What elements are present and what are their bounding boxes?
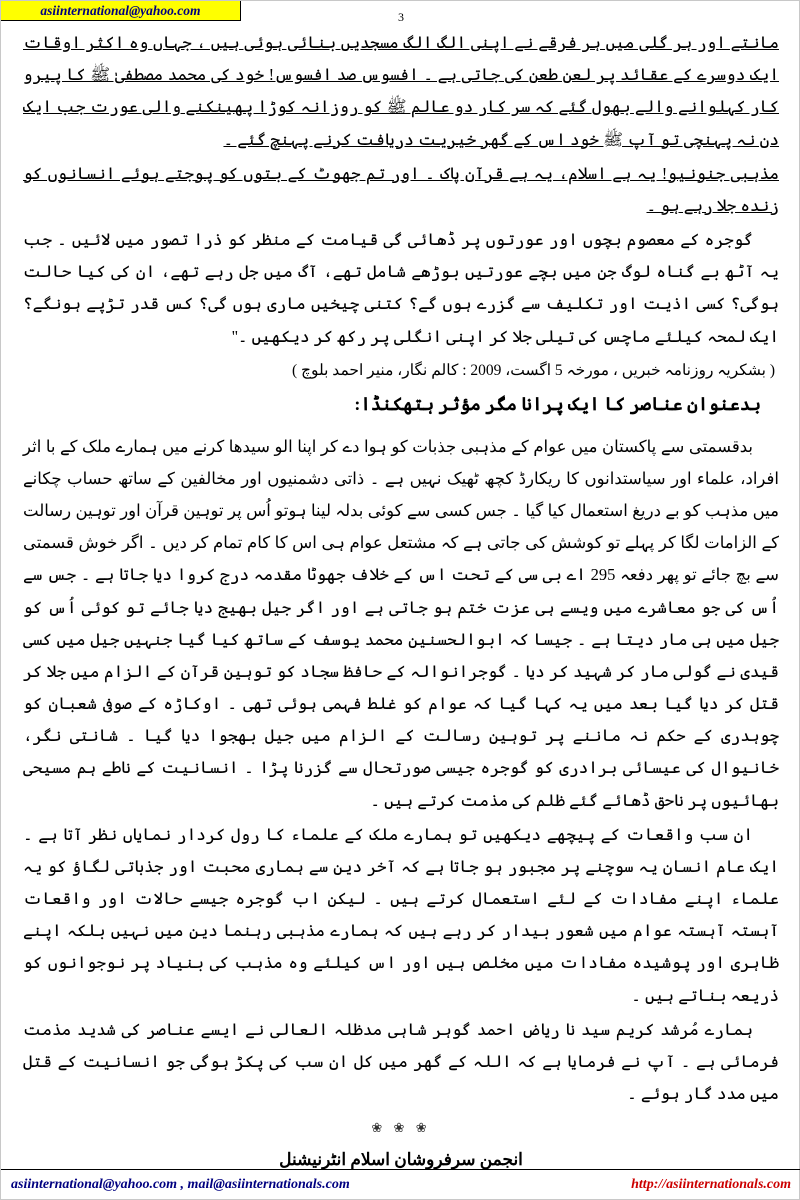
section-heading: بدعنوان عناصر کا ایک پرانا مگر مؤثر ہتھکنڈا: bbox=[354, 393, 761, 414]
footer-website-link[interactable]: http://asiinternationals.com bbox=[631, 1176, 791, 1192]
page-footer bbox=[1, 1169, 800, 1199]
paragraph-2: مذہبی جنونیو! یہ ہے اسلام، یہ ہے قرآن پاک ۔ اور تم جھوٹ کے بتوں کو پوجتے ہوئے انسانوں کو زندہ جلا رہے ہو ۔ bbox=[23, 163, 779, 215]
ornament-divider: ❀ ❀ ❀ bbox=[371, 1120, 431, 1136]
page-header bbox=[1, 1, 800, 24]
paragraph-5: ان سب واقعات کے پیچھے دیکھیں تو ہمارے ملک کے علماء کا رول کردار نمایاں نظر آتا ہے ۔ ایک عام انسان یہ سوچنے پر مجبور ہو جاتا ہے کہ آخر دین سے ہماری محبت اور جذباتی لگاؤ کو یہ علماء اپنے مفادات کے لئے استعمال کرتے ہیں ۔ لیکن اب گوجرہ جیسے حالات اور واقعات آہستہ آہستہ عوام میں شعور بیدار کر رہے ہیں کہ ہمارے مذہبی رہنما دین میں نہیں بلکہ اپنے ظاہری اور پوشیدہ مفادات میں مخلص ہیں اور اس کیلئے وہ مذہب کی بنیاد پر نوجوانوں کو ذریعہ بناتے ہیں ۔ bbox=[23, 824, 779, 1005]
document-body bbox=[23, 27, 779, 1170]
header-email-text: asiinternational@yahoo.com bbox=[40, 2, 201, 18]
organisation-name: انجمن سرفروشان اسلام انٹرنیشنل bbox=[279, 1150, 523, 1170]
citation-line: ( بشکریہ روزنامہ خبریں ، مورخہ 5 اگست، 2009 : کالم نگار، منیر احمد بلوچ ) bbox=[291, 361, 775, 379]
paragraph-1: مانتے اور ہر گلی میں ہر فرقے نے اپنی الگ الگ مسجدیں بنائی ہوئی ہیں ، جہاں وہ اکثر اوقات ایک دوسرے کے عقائد پر لعن طعن کی جاتی ہے ۔ افسوس صد افسوس! خود کی محمد مصطفیٰ ﷺ کا پیرو کار کہلوانے والے بھول گئے کہ سر کار دو عالم ﷺ کو روزانہ کوڑا پھینکنے والی عورت جب ایک دن نہ پہنچی تو آپ ﷺ خود اس کے گھر خیریت دریافت کرنے پہنچ گئے ۔ bbox=[23, 33, 779, 149]
paragraph-6: ہمارے مُرشد کریم سید نا ریاض احمد گوہر شاہی مدظلہ العالی نے ایسے عناصر کی شدید مذمت فرمائی ہے ۔ آپ نے فرمایا ہے کہ اللہ کے گھر میں کل ان سب کی پکڑ ہوگی جو انسانیت کے قتل میں مدد گار ہوئے ۔ bbox=[23, 1019, 779, 1104]
paragraph-3: گوجرہ کے معصوم بچوں اور عورتوں پر ڈھائی گی قیامت کے منظر کو ذرا تصور میں لائیں ۔ جب یہ آٹھ بے گناہ لوگ جن میں بچے عورتیں بوڑھے شامل تھے، آگ میں جل رہے تھے، ان کی کیا حالت ہوگی؟ کسی اذیت اور تکلیف سے گزرے ہوں گے؟ کتنی چیخیں ماری ہوں گی؟ کس قدر تڑپے ہونگے؟ ایک لمحہ کیلئے ماچس کی تیلی جلا کر اپنی انگلی پر رکھ کر دیکھیں ۔'' bbox=[23, 230, 779, 346]
page-number: 3 bbox=[398, 10, 404, 24]
paragraph-4: بدقسمتی سے پاکستان میں عوام کے مذہبی جذبات کو ہوا دے کر اپنا الو سیدھا کرنے میں ہمارے ملک کے با اثر افراد، علماء اور سیاستدانوں کا ریکارڈ کچھ ٹھیک نہیں ہے ۔ ذاتی دشمنیوں اور مخالفین کے ساتھ حساب چکانے میں مذہب کو بے دریغ استعمال کیا گیا ۔ جس کسی سے کوئی بدلہ لینا ہوتو اُس پر توہین قرآن اور توہین رسالت کے الزامات لگا کر پہلے تو کوشش کی جاتی ہے کہ مشتعل عوام ہی اس کا کام تمام کر دیں ۔ اگر خوش قسمتی سے بچ جائے تو پھر دفعہ 295 اے بی سی کے تحت اس کے خلاف جھوٹا مقدمہ درج کروا دیا جاتا ہے ۔ جس سے اُس کی جو معاشرے میں ویسے ہی عزت ختم ہو جاتی ہے اور اگر جیل بھیج دیا جائے تو کوئی اُس کو جیل میں ہی مار دیتا ہے ۔ جیسا کہ ابوالحسنین محمد یوسف کے ساتھ کیا گیا جنہیں جیل میں کسی قیدی نے گولی مار کر شہید کر دیا ۔ گوجرانوالہ کے حافظ سجاد کو توہین قرآن کے الزام میں جلا کر قتل کر دیا گیا بعد میں یہ کہا گیا کہ عوام کو غلط فہمی ہوئی تھی ۔ اوکاڑہ کے صوفی شعبان کو چوہدری کے حکم نہ ماننے پر توہین رسالت کے الزام میں جیل بھجوا دیا گیا ۔ شانتی نگر، خانیوال کی عیسائی برادری کو گوجرہ جیسی صورتحال سے گزرنا پڑا ۔ انسانیت کے ناطے ہم مسیحی بھائیوں پر ناحق ڈھائے گئے ظلم کی مذمت کرتے ہیں ۔ bbox=[23, 436, 779, 810]
footer-email-text: asiinternational@yahoo.com , mail@asiinternationals.com bbox=[11, 1176, 350, 1192]
